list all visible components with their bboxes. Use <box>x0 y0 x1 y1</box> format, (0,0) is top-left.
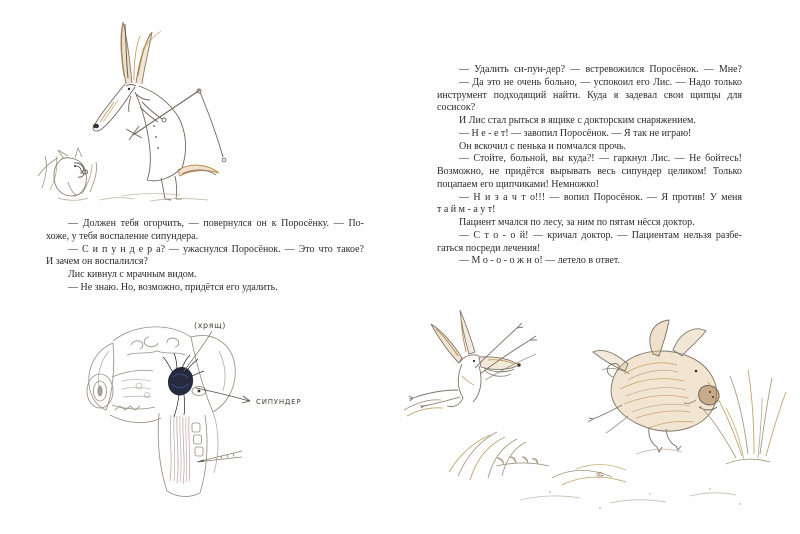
anatomy-label-cartilage: (хрящ) <box>194 321 227 330</box>
text-line: — С т о - о й! — кричал доктор. — Пациентам нельзя разбе- <box>459 229 742 241</box>
text-line: инструмент подходящий найти. Куда я задевал свои щипцы для <box>437 89 742 101</box>
fox-arms-and-stick <box>126 89 226 162</box>
illustration-fox-examines-piglet <box>30 6 322 206</box>
text-line: сосисок? <box>437 102 476 114</box>
right-page-text <box>437 64 742 268</box>
text-line: Возможно, не придётся вырывать весь сипундер целиком! Только <box>437 166 742 177</box>
sipunder-blob <box>163 353 206 417</box>
ground-strokes <box>100 194 208 201</box>
fox-tail <box>178 165 219 176</box>
fox-nose <box>93 124 99 129</box>
leaping-piglet <box>588 320 719 452</box>
pig-head-outline <box>87 327 235 497</box>
piglet-eye <box>74 165 76 167</box>
text-line: — Удалить си-пун-дер? — встревожился Поросёнок. — Мне? <box>459 64 742 75</box>
text-line: Пациент мчался по лесу, за ним по пятам нёсся доктор. <box>459 217 695 228</box>
text-line: хоже, у тебя воспаление сипундера. <box>46 230 199 242</box>
text-line: Лис кивнул с мрачным видом. <box>68 269 197 280</box>
text-line: И Лис стал рыться в ящике с докторским снаряжением. <box>459 115 696 126</box>
fox-eye <box>128 88 130 90</box>
fox-ears <box>121 22 161 84</box>
piglet-eye <box>695 370 698 373</box>
grass-tufts <box>404 370 786 509</box>
pencil-sketch <box>197 451 242 462</box>
text-line: т а й м - а у т! <box>437 204 496 216</box>
text-line: — Стойте, больной, вы куда?! — гаркнул Лис. — Не бойтесь! <box>459 153 742 165</box>
text-line: — Должен тебя огорчить, — повернулся он к Поросёнку. — По- <box>68 218 364 229</box>
text-line: гаться посреди лечения! <box>437 242 541 254</box>
fox-nose <box>517 363 520 366</box>
text-line: — Н е - е т! — завопил Поросёнок. — Я так не играю! <box>459 127 692 139</box>
illustration-sipunder-anatomy <box>73 311 313 503</box>
text-line: Он вскочил с пенька и помчался прочь. <box>459 140 627 152</box>
text-line: — С и п у н д е р а? — ужаснулся Поросёнок. — Это что такое? <box>68 243 364 255</box>
text-line: — М о - о - о ж н о! — летело в ответ. <box>459 255 621 267</box>
text-line: — Н и з а ч т о!!! — вопил Поросёнок. — Я против! У меня <box>459 191 742 203</box>
cartilage-leader-line <box>184 331 212 371</box>
text-line: — Не знаю. Но, возможно, придётся его удалить. <box>68 281 278 293</box>
fox-eye <box>473 360 475 362</box>
text-line: И зачем он воспалился? <box>46 256 148 268</box>
text-line: поцапаем его щипчиками! Немножко! <box>437 178 599 190</box>
fox-head <box>93 84 136 131</box>
running-fox <box>409 310 537 408</box>
gray-strands <box>174 415 187 482</box>
piglet-sitting <box>38 148 97 200</box>
left-page-text <box>46 218 364 295</box>
text-line: — Да это не очень больно, — успокоил его Лис. — Надо только <box>459 76 742 88</box>
illustration-fox-chases-piglet <box>400 304 790 530</box>
anatomy-label-sipunder: СИПУНДЕР <box>256 398 302 406</box>
